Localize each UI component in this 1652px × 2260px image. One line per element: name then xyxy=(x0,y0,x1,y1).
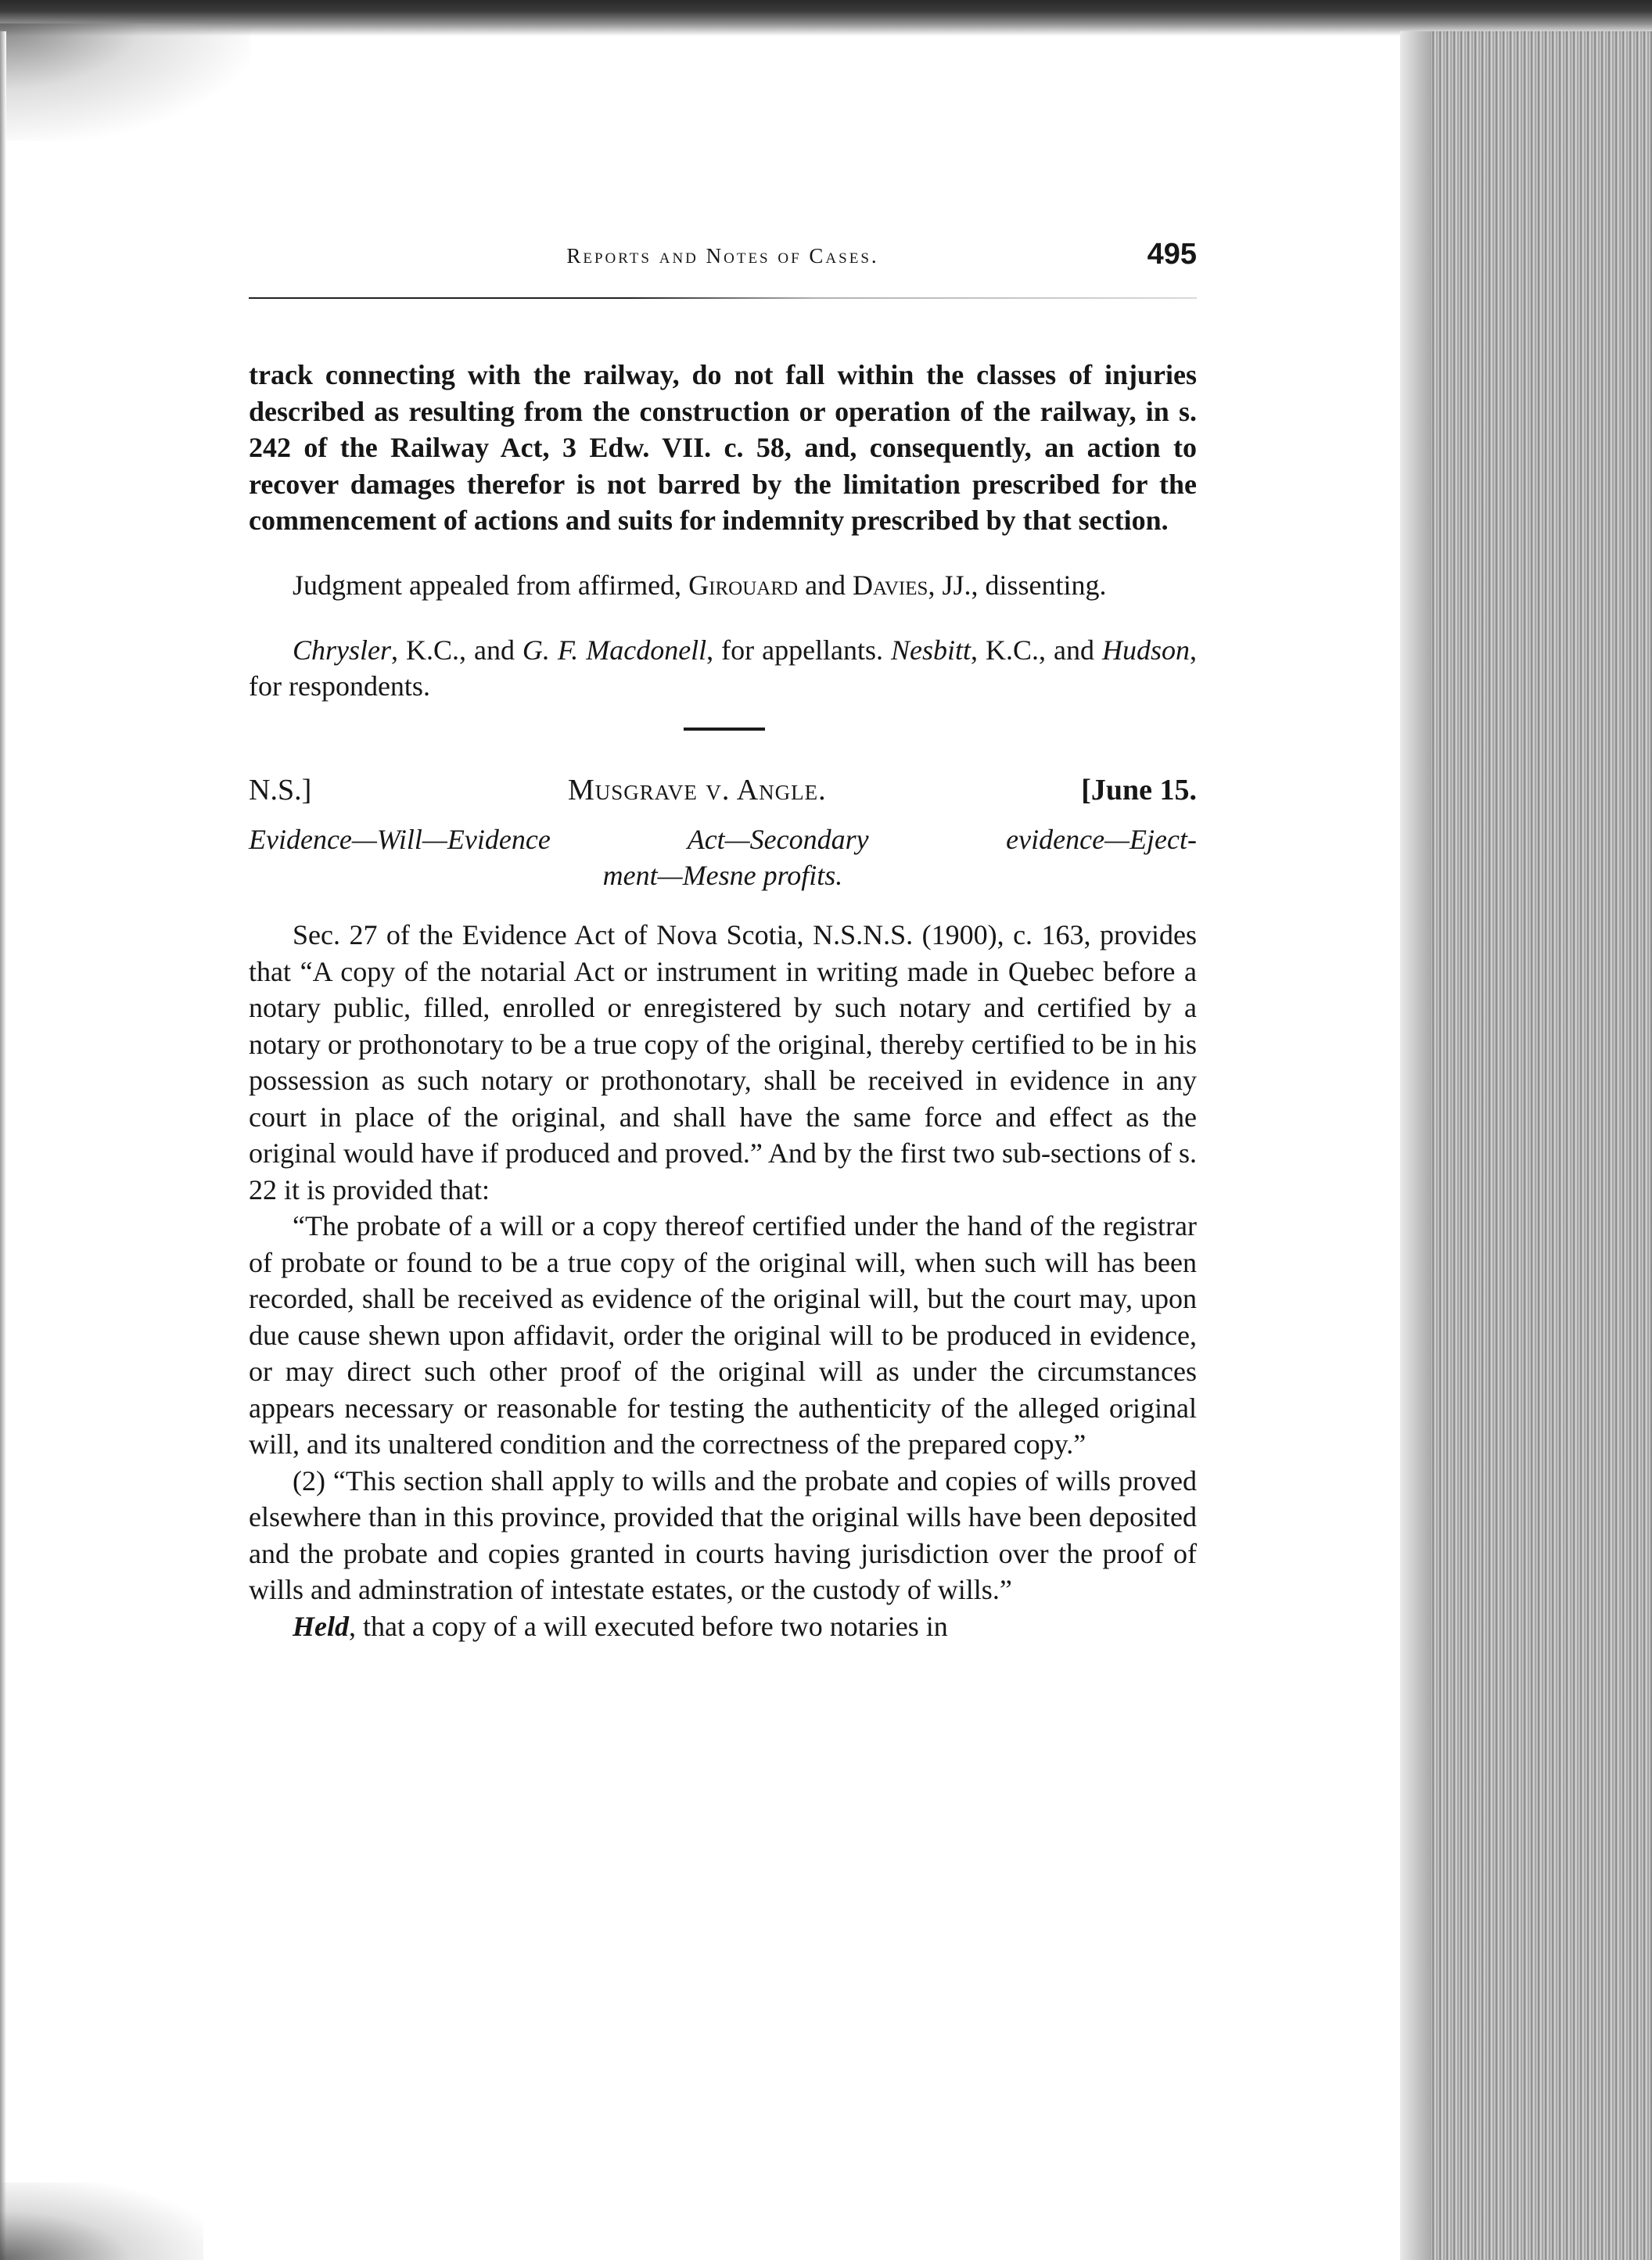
case-date: [June 15. xyxy=(1081,774,1197,807)
judge-girouard: Girouard xyxy=(688,569,799,601)
counsel-line: Chrysler, K.C., and G. F. Macdonell, for appellants. Nesbitt, K.C., and Hudson, for respondents. xyxy=(249,634,1197,702)
body-paragraph-2: “The probate of a will or a copy thereof certified under the hand of the registrar of probate or found to be a true copy of the original will, when such will has been recorded, shall be received as evidence of the original will, but the court may, upon due cause shewn upon affidavit, order the original will to be produced in evidence, or may direct such other proof of the original will as under the circumstances appears necessary or reasonable for testing the authenticity of the alleged original will, and its unaltered condition and the correctness of the prepared copy.” xyxy=(249,1210,1197,1460)
held-label: Held xyxy=(293,1610,349,1642)
body-paragraph-4: Held, that a copy of a will executed before two notaries in xyxy=(293,1610,948,1642)
case-body xyxy=(249,917,1197,1644)
case-name: Musgrave v. Angle. xyxy=(568,774,827,807)
body-paragraph-1: Sec. 27 of the Evidence Act of Nova Scotia, N.S.N.S. (1900), c. 163, provides that “A copy of the notarial Act or instrument in writing made in Quebec before a notary public, filled, enrolled or enregistered by such notary and certified by a notary or prothonotary to be a true copy of the original, thereby certified to be in his possession as such notary or prothonotary, shall be received in evidence in any court in place of the original, and shall have the same force and effect as the original would have if produced and proved.” And by the first two sub-sections of s. 22 it is provided that: xyxy=(249,919,1197,1205)
scan-edge-right xyxy=(1400,31,1652,2260)
previous-case-summary xyxy=(249,329,1197,733)
counsel-nesbitt: Nesbitt xyxy=(891,634,971,666)
header-rule xyxy=(249,297,1197,299)
scan-edge-left xyxy=(0,31,6,2260)
case-court: N.S.] xyxy=(249,774,312,807)
body-paragraph-3: (2) “This section shall apply to wills and the probate and copies of wills proved elsewhere than in this province, provided that the original wills have been deposited and the probate and copies granted in courts having jurisdiction over the proof of wills and adminstration of intestate estates, or the custody of wills.” xyxy=(249,1464,1197,1605)
summary-paragraph: track connecting with the railway, do not fall within the classes of injuries described as resulting from the construction or operation of the railway, in s. 242 of the Railway Act, 3 Edw. VII. c. 58, and, consequently, an action to recover damages therefor is not barred by the limitation prescribed for the commencement of actions and suits for indemnity prescribed by that section. xyxy=(249,359,1197,537)
book-page xyxy=(249,227,1197,1642)
counsel-hudson: Hudson xyxy=(1101,634,1190,666)
counsel-macdonell: G. F. Macdonell xyxy=(522,634,707,666)
keywords-line-2: ment—Mesne profits. xyxy=(602,860,843,891)
judge-davies: Davies xyxy=(853,569,928,601)
page-number: 495 xyxy=(1147,238,1197,271)
case-heading xyxy=(249,773,1197,812)
counsel-chrysler: Chrysler xyxy=(293,634,391,666)
scan-shadow-bottom-left xyxy=(0,2183,203,2260)
scan-edge-right-inner xyxy=(1400,31,1431,2260)
case-separator-rule xyxy=(684,728,765,731)
keywords-line-1: Evidence—Will—Evidence Act—Secondary evidence—Eject- xyxy=(249,824,1197,855)
running-head xyxy=(249,227,1197,274)
case-keywords xyxy=(249,821,1197,893)
running-title: Reports and Notes of Cases. xyxy=(566,244,879,268)
scan-shadow-top-left xyxy=(0,23,250,141)
judgment-line: Judgment appealed from affirmed, Girouard and Davies, JJ., dissenting. xyxy=(293,569,1107,601)
